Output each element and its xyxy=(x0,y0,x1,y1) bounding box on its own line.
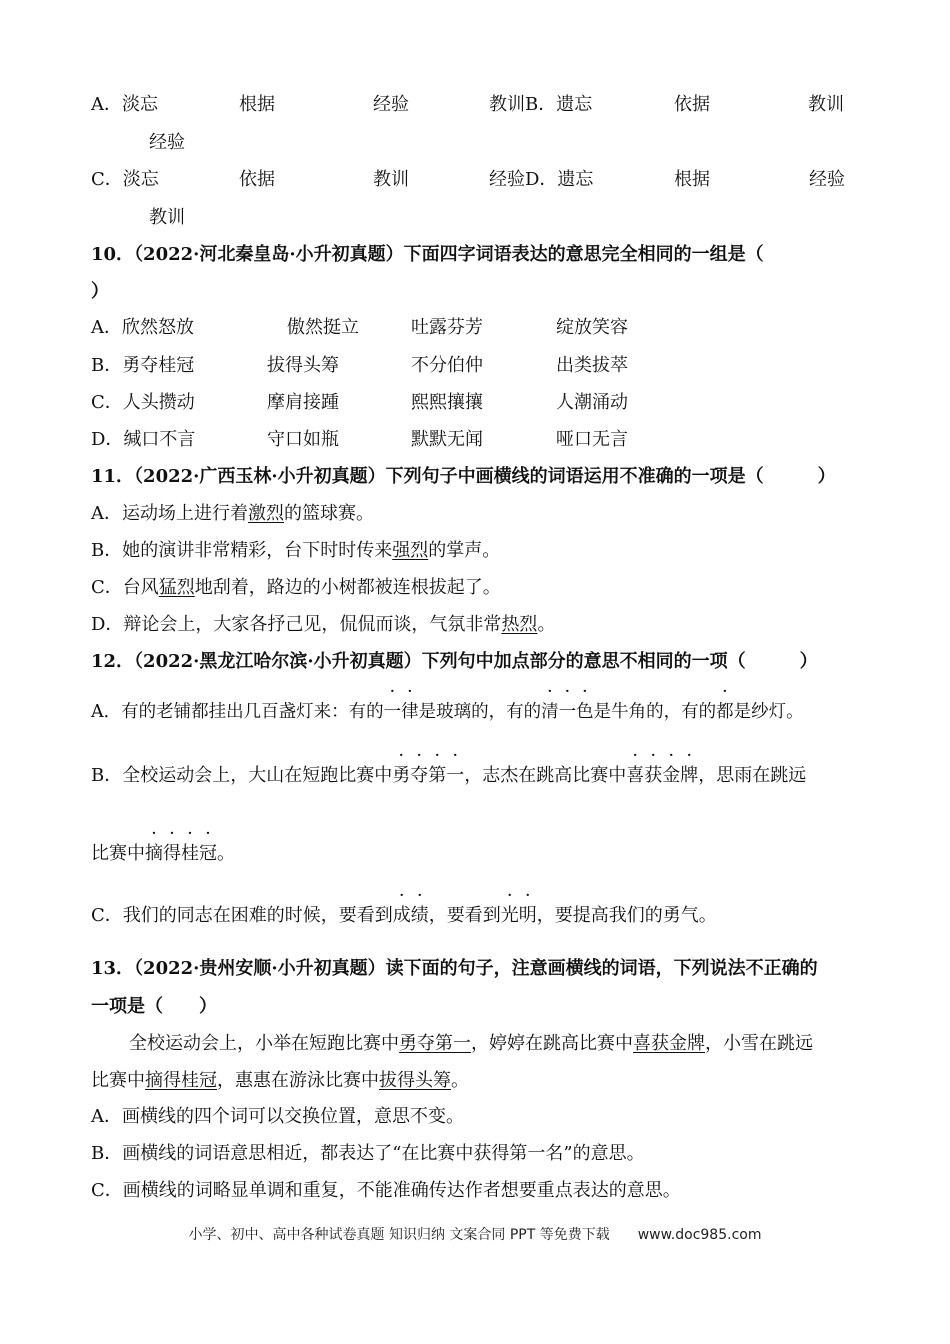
q13-p2-text-2: ，惠惠在游泳比赛中 xyxy=(217,1070,379,1091)
q11-option-a xyxy=(91,503,374,525)
q11-d-text: D．辩论会上，大家各抒己见，侃侃而谈，气氛非常 xyxy=(91,614,502,635)
q12-title: 12．（2022·黑龙江哈尔滨·小升初真题）下列句中加点部分的意思不相同的一项（ ） xyxy=(91,651,818,672)
q12-b2-text: 比赛中 xyxy=(91,843,145,864)
q9-c-word: 依据 xyxy=(239,169,275,190)
q11-c-text: C．台风 xyxy=(91,577,159,598)
q9-row-a xyxy=(91,94,881,118)
q11-b-text-end: 的掌声。 xyxy=(428,540,501,561)
q12-a-text-4: 是纱灯。 xyxy=(733,702,804,722)
q11-d-underlined: 热烈 xyxy=(501,614,538,635)
q13-p1-text-3: ，小雪在跳远 xyxy=(705,1033,813,1054)
q10-b-w1: B．勇夺桂冠 xyxy=(91,355,195,376)
q11-option-c xyxy=(91,577,501,599)
q11-title: 11．（2022·广西玉林·小升初真题）下列句子中画横线的词语运用不准确的一项是（ ） xyxy=(91,466,836,487)
q13-p1-text: 全校运动会上，小举在短跑比赛中 xyxy=(129,1033,399,1054)
q11-option-b xyxy=(91,540,500,562)
q13-option-b: B．画横线的词语意思相近，都表达了“在比赛中获得第一名”的意思。 xyxy=(91,1143,645,1164)
q9-c-word: 教训 xyxy=(373,169,409,190)
q12-option-c xyxy=(91,905,717,927)
q13-p1-underlined-2: 喜获金牌 xyxy=(633,1033,705,1054)
q13-p2-underlined-1: 摘得桂冠 xyxy=(145,1070,217,1091)
q10-a-w3: 吐露芬芳 xyxy=(411,317,483,338)
q10-option-c xyxy=(91,392,881,416)
q10-option-a xyxy=(91,317,881,341)
q12-c-text-3: ，要提高我们的勇气。 xyxy=(536,905,717,926)
q10-b-w2: 拔得头筹 xyxy=(267,355,339,376)
q10-title-end: ） xyxy=(91,281,109,302)
q11-c-text-end: 地刮着，路边的小树都被连根拔起了。 xyxy=(194,577,501,598)
q13-title-2: 一项是（ ） xyxy=(91,996,217,1017)
q12-c-text: C．我们的同志在困难的时候，要看到 xyxy=(91,905,393,926)
q12-a-text: A．有的老铺都挂出几百盏灯来：有的 xyxy=(91,702,384,722)
q12-a-text-3: 是牛角的，有的 xyxy=(593,702,717,722)
q13-p2-text-3: 。 xyxy=(451,1070,469,1091)
q11-a-text: A．运动场上进行着 xyxy=(91,503,248,524)
q13-p2-text: 比赛中 xyxy=(91,1070,145,1091)
q10-d-w4: 哑口无言 xyxy=(556,429,628,450)
q10-b-w3: 不分伯仲 xyxy=(411,355,483,376)
q9-c-word: 经验D．遗忘 xyxy=(489,169,594,190)
q12-b2-dotted: 摘得桂冠 xyxy=(145,843,217,864)
q12-b-dotted-2: 喜获金牌 xyxy=(626,765,699,786)
q10-d-w3: 默默无闻 xyxy=(411,429,483,450)
q10-b-w4: 出类拔萃 xyxy=(556,355,628,376)
q11-b-underlined: 强烈 xyxy=(392,540,429,561)
q10-c-w2: 摩肩接踵 xyxy=(267,392,339,413)
q10-a-w1: A．欣然怒放 xyxy=(91,317,194,338)
q9-d-word: 根据 xyxy=(674,169,710,190)
q10-a-w4: 绽放笑容 xyxy=(556,317,628,338)
q10-c-w4: 人潮涌动 xyxy=(556,392,628,413)
q9-row-c xyxy=(91,169,881,193)
q12-b-text-2: ，志杰在跳高比赛中 xyxy=(464,765,627,786)
q12-b-dotted-1: 勇夺第一 xyxy=(392,765,465,786)
q9-a-opt: A．淡忘 xyxy=(91,94,158,115)
q13-p1-underlined-1: 勇夺第一 xyxy=(399,1033,471,1054)
q11-b-text: B．她的演讲非常精彩，台下时时传来 xyxy=(91,540,393,561)
q12-option-a xyxy=(91,701,804,723)
q9-a-word: 根据 xyxy=(239,94,275,115)
q12-a-text-2: 是玻璃的，有的 xyxy=(418,702,542,722)
q9-b-word: 依据 xyxy=(674,94,710,115)
q13-option-a: A．画横线的四个词可以交换位置，意思不变。 xyxy=(91,1106,464,1127)
q12-b-text-3: ，思雨在跳远 xyxy=(698,765,807,786)
q10-c-w1: C．人头攒动 xyxy=(91,392,195,413)
q11-c-underlined: 猛烈 xyxy=(158,577,195,598)
q13-passage-line-2 xyxy=(91,1070,469,1092)
q12-c-text-2: ，要看到 xyxy=(428,905,501,926)
q12-c-dotted-1: 成绩 xyxy=(392,905,429,926)
q11-a-underlined: 激烈 xyxy=(248,503,284,524)
q12-b-text: B．全校运动会上，大山在短跑比赛中 xyxy=(91,765,393,786)
q12-b2-text-end: 。 xyxy=(217,843,235,864)
q11-option-d xyxy=(91,614,555,636)
q13-p2-underlined-2: 拔得头筹 xyxy=(379,1070,451,1091)
q9-b-word: 教训 xyxy=(808,94,844,115)
q13-title: 13．（2022·贵州安顺·小升初真题）读下面的句子，注意画横线的词语，下列说法不正确的 xyxy=(91,958,818,979)
q9-a-word: 经验 xyxy=(373,94,409,115)
q12-option-b xyxy=(91,765,806,787)
q12-a-dotted-2: 清一色 xyxy=(541,702,594,722)
page-footer: 小学、初中、高中各种试卷真题 知识归纳 文案合同 PPT 等免费下载 www.doc985.com xyxy=(188,1227,762,1243)
q10-option-d xyxy=(91,429,881,453)
q10-d-w2: 守口如瓶 xyxy=(267,429,339,450)
q10-a-w2: 傲然挺立 xyxy=(287,317,359,338)
q11-a-text-end: 的篮球赛。 xyxy=(284,503,374,524)
q10-d-w1: D．缄口不言 xyxy=(91,429,196,450)
q13-p1-text-2: ，婷婷在跳高比赛中 xyxy=(471,1033,633,1054)
q12-a-dotted-3: 都 xyxy=(716,702,734,722)
q12-c-dotted-2: 光明 xyxy=(500,905,537,926)
q9-row-a-cont: 经验 xyxy=(149,132,185,153)
q12-a-dotted-1: 一律 xyxy=(383,702,419,722)
q9-row-c-cont: 教训 xyxy=(149,207,185,228)
q13-option-c: C．画横线的词略显单调和重复，不能准确传达作者想要重点表达的意思。 xyxy=(91,1180,681,1201)
q9-c-opt: C．淡忘 xyxy=(91,169,159,190)
q10-option-b xyxy=(91,355,881,379)
q12-option-b-cont xyxy=(91,843,235,865)
q11-d-text-end: 。 xyxy=(537,614,556,635)
q13-passage-line-1 xyxy=(129,1033,813,1055)
q9-a-word: 教训B．遗忘 xyxy=(489,94,593,115)
q10-title: 10．（2022·河北秦皇岛·小升初真题）下面四字词语表达的意思完全相同的一组是（ xyxy=(91,244,764,265)
q9-d-word: 经验 xyxy=(809,169,845,190)
q10-c-w3: 熙熙攘攘 xyxy=(411,392,483,413)
